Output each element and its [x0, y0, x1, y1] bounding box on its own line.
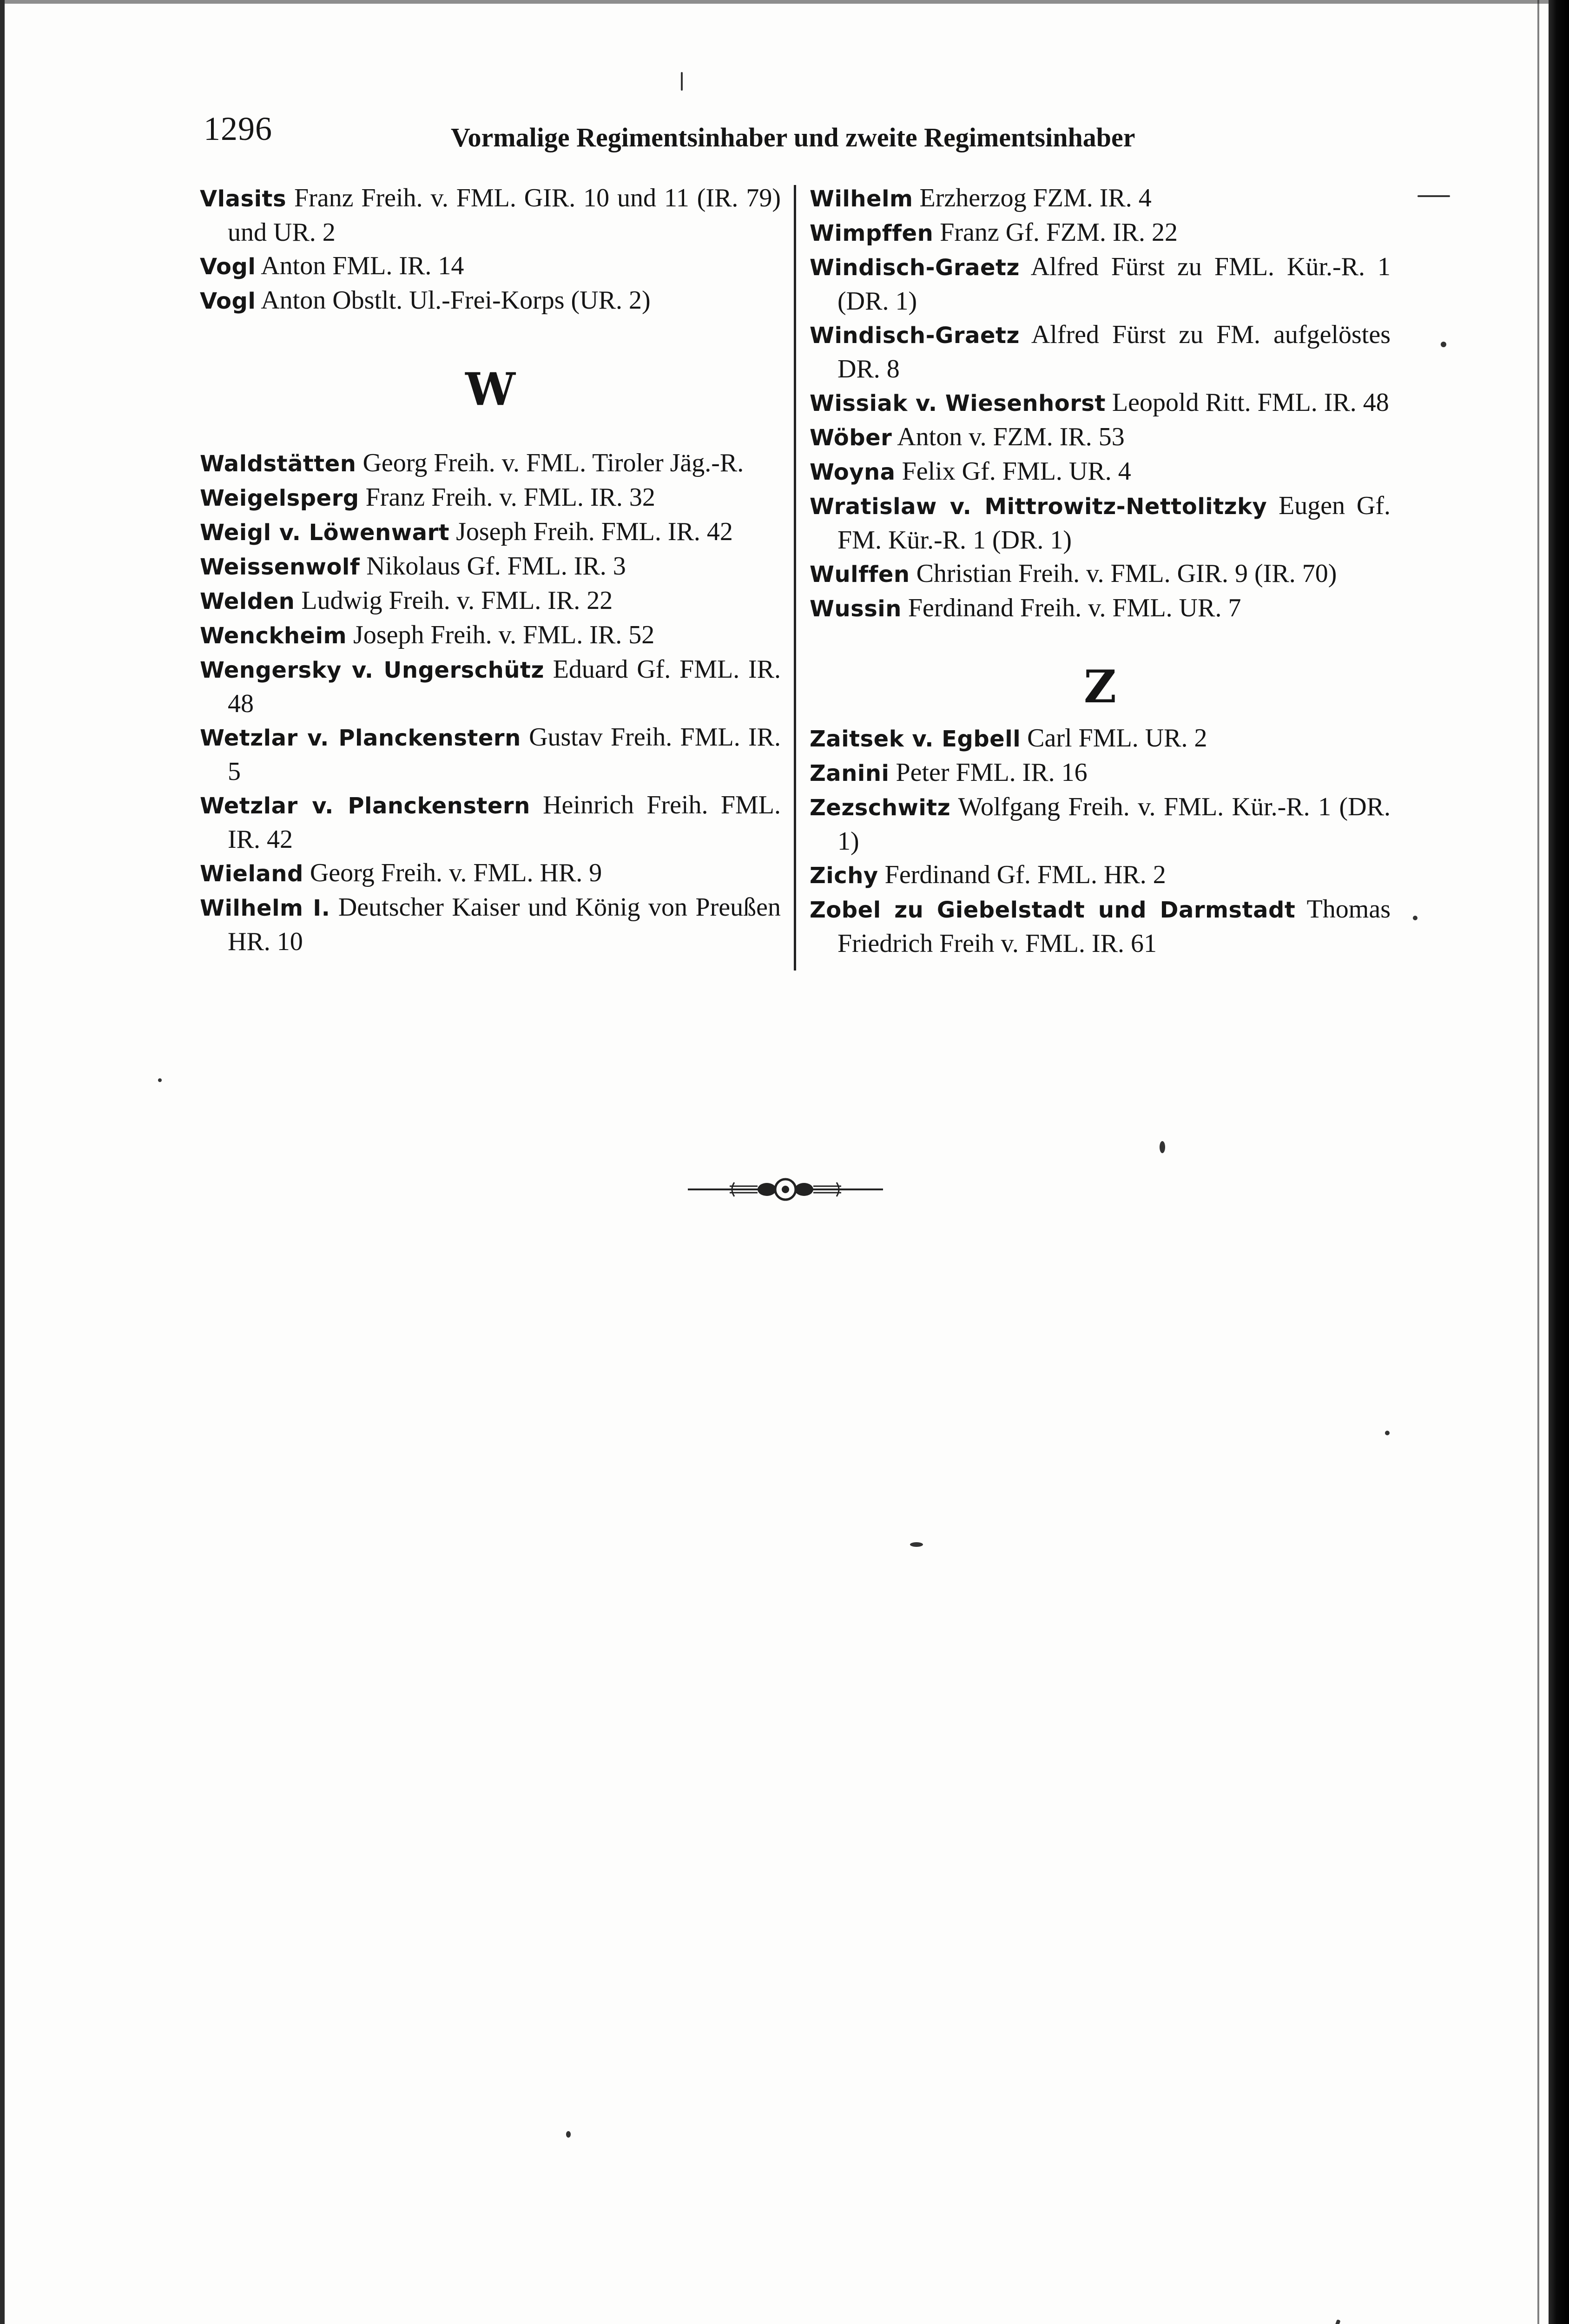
index-entry — [810, 318, 1391, 386]
column-divider — [794, 185, 796, 971]
running-head: Vormalige Regimentsinhaber und zweite Regimentsinhaber — [451, 122, 1135, 152]
entry-name: Zezschwitz — [810, 795, 951, 821]
entry-name: Wetzlar v. Planckenstern — [200, 725, 521, 751]
scan-speck — [910, 1542, 923, 1547]
index-entry — [200, 891, 781, 958]
right-column — [810, 181, 1391, 960]
entry-name: Weissenwolf — [200, 554, 360, 580]
entry-name: Wengersky v. Ungerschütz — [200, 657, 544, 683]
entry-name: Woyna — [810, 459, 896, 485]
entry-details: Ferdinand Gf. FML. HR. 2 — [878, 860, 1166, 889]
entry-name: Vogl — [200, 288, 256, 314]
entry-name: Wimpffen — [810, 220, 934, 246]
entry-details: Ferdinand Freih. v. FML. UR. 7 — [901, 594, 1241, 622]
index-entry — [810, 216, 1391, 250]
entry-details: Wolfgang Freih. v. FML. Kür.-R. 1 (DR. 1) — [837, 792, 1391, 856]
entry-details: Joseph Freih. v. FML. IR. 52 — [347, 621, 655, 649]
entry-name: Waldstätten — [200, 451, 356, 477]
scan-speck — [1160, 1141, 1165, 1153]
entry-details: Franz Gf. FZM. IR. 22 — [933, 218, 1178, 247]
index-entry — [200, 284, 781, 318]
entry-name: Windisch-Graetz — [810, 255, 1020, 281]
entry-details: Anton v. FZM. IR. 53 — [892, 423, 1125, 451]
index-entry — [810, 250, 1391, 318]
entry-name: Weigl v. Löwenwart — [200, 520, 450, 546]
entry-name: Wieland — [200, 861, 303, 887]
index-entry — [810, 591, 1391, 626]
entry-name: Zaitsek v. Egbell — [810, 726, 1021, 752]
entry-name: Wulffen — [810, 561, 910, 588]
index-entry — [810, 756, 1391, 790]
entry-details: Carl FML. UR. 2 — [1021, 724, 1207, 753]
entry-details: Georg Freih. v. FML. Tiroler Jäg.-R. — [356, 449, 744, 477]
index-entry — [810, 455, 1391, 489]
section-letter-z: Z — [1083, 660, 1117, 713]
entry-name: Weigelsperg — [200, 485, 359, 511]
index-entry — [200, 446, 781, 481]
entry-details: Nikolaus Gf. FML. IR. 3 — [360, 552, 626, 581]
page-fold-line — [1537, 0, 1539, 2324]
entry-details: Gustav Freih. FML. IR. 5 — [228, 723, 781, 786]
entry-name: Zanini — [810, 760, 890, 786]
index-entry — [810, 858, 1391, 892]
scan-speck — [1441, 342, 1446, 347]
entry-details: Joseph Freih. FML. IR. 42 — [449, 517, 733, 546]
entry-name: Wenckheim — [200, 623, 347, 649]
scan-speck — [1331, 2319, 1340, 2324]
printer-ornament-icon — [688, 1173, 883, 1206]
entry-details: Thomas Friedrich Freih v. FML. IR. 61 — [837, 895, 1391, 958]
page-edge-left — [0, 0, 5, 2324]
index-entry — [200, 618, 781, 653]
entry-name: Vogl — [200, 254, 256, 280]
index-entry — [200, 549, 781, 584]
entry-details: Ludwig Freih. v. FML. IR. 22 — [295, 586, 613, 615]
entry-details: Leopold Ritt. FML. IR. 48 — [1105, 388, 1389, 417]
scan-speck — [158, 1078, 162, 1082]
entry-details: Peter FML. IR. 16 — [889, 758, 1088, 787]
entry-details: Felix Gf. FML. UR. 4 — [895, 457, 1131, 486]
entry-name: Wratislaw v. Mittrowitz-Nettolitzky — [810, 494, 1267, 520]
index-entry — [200, 653, 781, 720]
entry-name: Wissiak v. Wiesenhorst — [810, 390, 1106, 416]
entry-name: Welden — [200, 588, 295, 614]
entry-details: Anton Obstlt. Ul.-Frei-Korps (UR. 2) — [256, 286, 651, 315]
entry-name: Wetzlar v. Planckenstern — [200, 793, 530, 819]
entry-name: Vlasits — [200, 186, 287, 212]
scan-speck — [566, 2131, 571, 2138]
index-entry — [200, 515, 781, 549]
index-entry — [200, 720, 781, 788]
entry-name: Zobel zu Giebelstadt und Darmstadt — [810, 897, 1296, 923]
entry-name: Zichy — [810, 863, 878, 889]
index-entry — [810, 892, 1391, 960]
index-entry — [200, 788, 781, 856]
index-entry — [200, 249, 781, 284]
entry-name: Wilhelm I. — [200, 895, 330, 921]
entry-details: Christian Freih. v. FML. GIR. 9 (IR. 70) — [910, 559, 1337, 588]
index-entry — [810, 489, 1391, 557]
entry-name: Windisch-Graetz — [810, 323, 1020, 349]
entry-details: Franz Freih. v. FML. GIR. 10 und 11 (IR. 79) und UR. 2 — [228, 184, 781, 247]
scan-speck — [1385, 1431, 1390, 1435]
entry-details: Eduard Gf. FML. IR. 48 — [228, 655, 781, 718]
index-entry — [810, 721, 1391, 756]
index-entry — [200, 584, 781, 618]
index-entry — [810, 790, 1391, 858]
scan-speck — [1413, 916, 1417, 920]
index-entry — [200, 181, 781, 249]
index-entry — [810, 420, 1391, 455]
scan-speck — [681, 72, 683, 91]
entry-details: Alfred Fürst zu FML. Kür.-R. 1 (DR. 1) — [837, 252, 1391, 316]
entry-details: Anton FML. IR. 14 — [256, 251, 464, 280]
entry-details: Alfred Fürst zu FM. aufgelöstes DR. 8 — [837, 320, 1391, 383]
section-letter-w: W — [465, 363, 515, 416]
left-column — [200, 181, 781, 958]
index-entry — [810, 181, 1391, 216]
entry-name: Wöber — [810, 425, 892, 451]
index-entry — [810, 386, 1391, 420]
entry-details: Franz Freih. v. FML. IR. 32 — [359, 483, 655, 512]
index-entry — [200, 856, 781, 891]
entry-details: Georg Freih. v. FML. HR. 9 — [303, 858, 602, 887]
page-number: 1296 — [204, 110, 272, 147]
entry-details: Erzherzog FZM. IR. 4 — [913, 184, 1152, 212]
entry-name: Wussin — [810, 596, 902, 622]
entry-details: Deutscher Kaiser und König von Preußen HR. 10 — [228, 893, 781, 956]
entry-details: Eugen Gf. FM. Kür.-R. 1 (DR. 1) — [837, 491, 1391, 555]
scan-speck — [1417, 195, 1450, 197]
page-edge-top — [0, 0, 1569, 4]
index-entry — [200, 481, 781, 515]
entry-name: Wilhelm — [810, 186, 913, 212]
index-entry — [810, 557, 1391, 591]
entry-details: Heinrich Freih. FML. IR. 42 — [228, 791, 781, 854]
page-edge-right — [1549, 0, 1569, 2324]
